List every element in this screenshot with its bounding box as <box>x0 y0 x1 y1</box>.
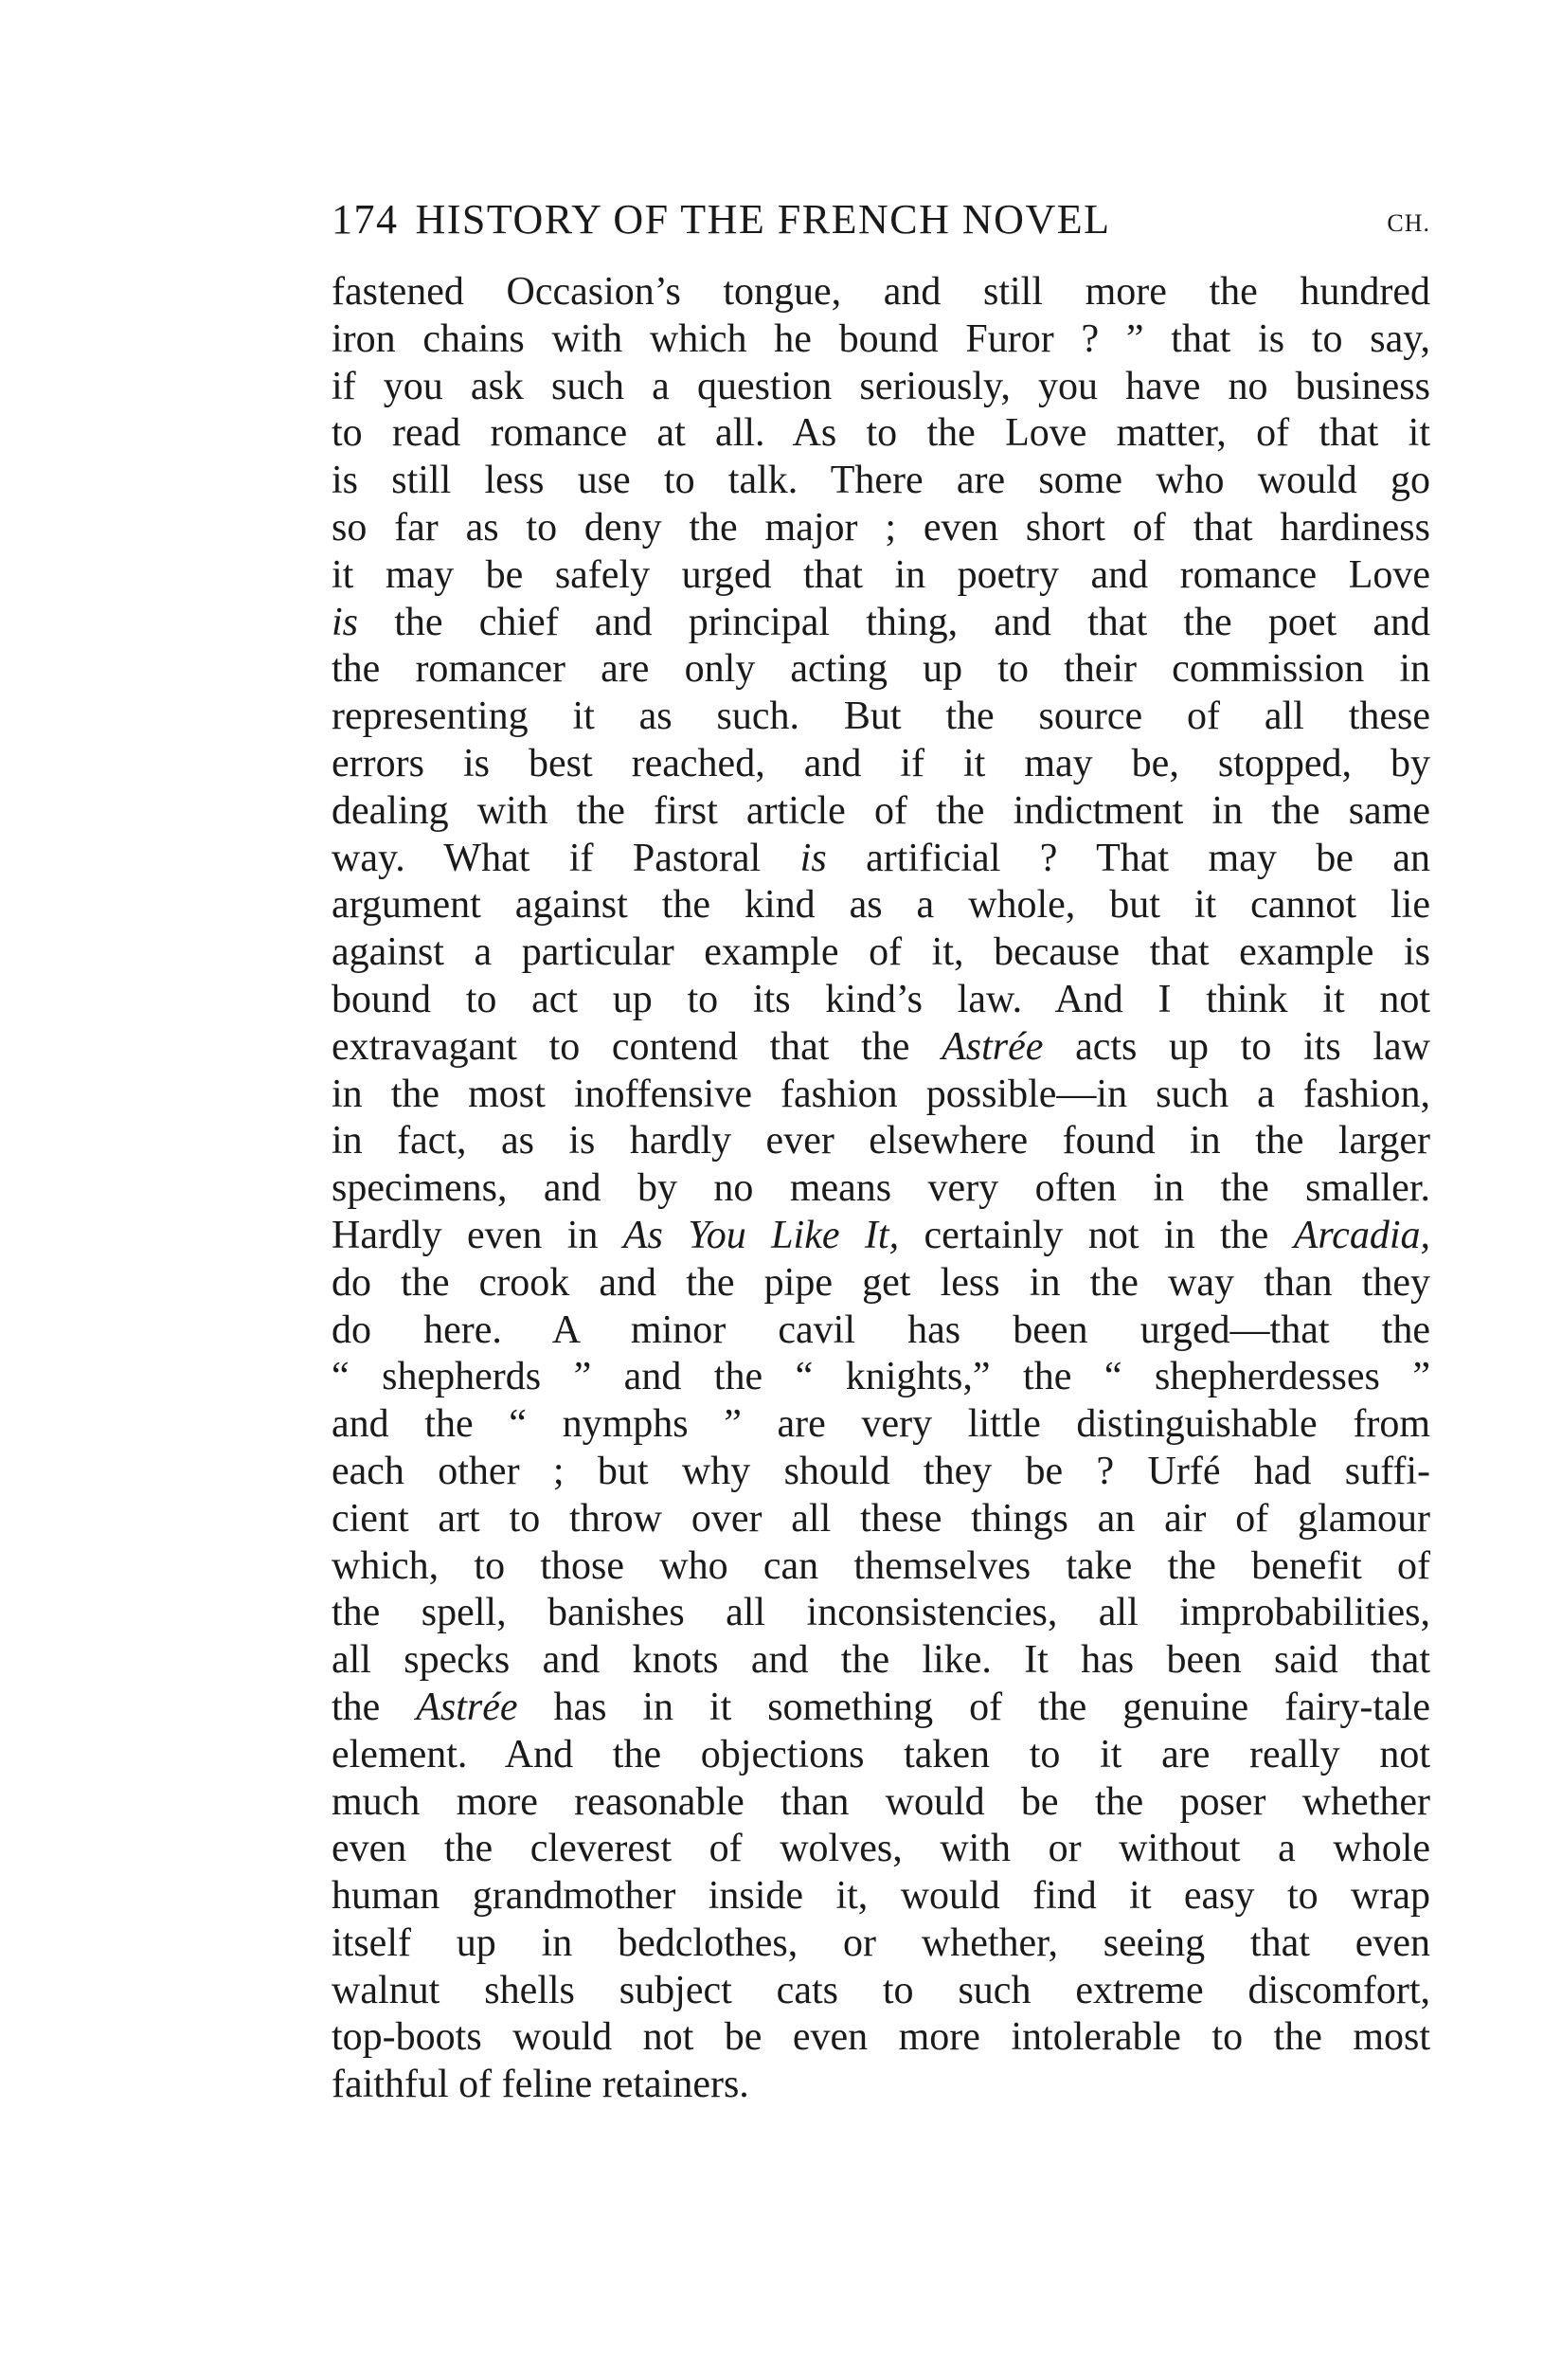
text-segment: and the “ nymphs ” are very little distinguishable from <box>332 1402 1430 1447</box>
text-line <box>332 1826 1430 1873</box>
text-segment: fastened Occasion’s tongue, and still more the hundred <box>332 270 1430 314</box>
text-line <box>332 2014 1430 2062</box>
text-line <box>332 788 1430 836</box>
text-segment: certainly not in the <box>899 1213 1294 1257</box>
text-line <box>332 505 1430 552</box>
text-line <box>332 269 1430 316</box>
text-line <box>332 1637 1430 1685</box>
text-segment: element. And the objections taken to it are really not <box>332 1732 1430 1776</box>
text-line <box>332 1118 1430 1165</box>
text-line <box>332 1590 1430 1637</box>
text-segment: itself up in bedclothes, or whether, seeing that even <box>332 1920 1430 1965</box>
running-title: HISTORY OF THE FRENCH NOVEL <box>415 196 1111 243</box>
text-line <box>332 882 1430 929</box>
text-line <box>332 410 1430 458</box>
page-number: 174 <box>332 196 399 243</box>
text-line <box>332 1873 1430 1920</box>
text-line <box>332 929 1430 977</box>
text-segment: argument against the kind as a whole, but it cannot lie <box>332 883 1430 928</box>
text-line <box>332 1024 1430 1072</box>
text-segment: which, to those who can themselves take the benefit of <box>332 1543 1430 1588</box>
text-segment: walnut shells subject cats to such extreme discomfort, <box>332 1968 1430 2012</box>
text-segment: even the cleverest of wolves, with or without a whole <box>332 1827 1430 1871</box>
text-segment: acts up to its law <box>1043 1024 1430 1069</box>
text-segment: the romancer are only acting up to their commission in <box>332 647 1430 692</box>
text-line <box>332 1072 1430 1119</box>
text-line <box>332 600 1430 647</box>
text-segment: specimens, and by no means very often in the smaller. <box>332 1166 1430 1211</box>
text-line <box>332 1213 1430 1260</box>
text-segment: the chief and principal thing, and that the poet and <box>358 600 1430 644</box>
text-segment: iron chains with which he bound Furor ? ” that is to say, <box>332 316 1430 361</box>
text-segment: do here. A minor cavil has been urged—that the <box>332 1307 1430 1352</box>
text-segment: if you ask such a question seriously, you have no business <box>332 364 1430 408</box>
text-segment: human grandmother inside it, would find it easy to wrap <box>332 1874 1430 1919</box>
text-segment: each other ; but why should they be ? Urfé had suffi- <box>332 1449 1430 1493</box>
italic-segment: is <box>332 600 359 644</box>
text-segment: cient art to throw over all these things an air of glamour <box>332 1496 1430 1541</box>
text-segment: all specks and knots and the like. It has been said that <box>332 1638 1430 1683</box>
text-segment: in the most inoffensive fashion possible—in such a fashion, <box>332 1072 1430 1116</box>
text-segment: the <box>332 1685 417 1729</box>
italic-segment: Astrée <box>942 1024 1044 1069</box>
text-segment: artificial ? That may be an <box>826 836 1431 880</box>
text-segment: representing it as such. But the source of all these <box>332 694 1430 739</box>
text-line <box>332 1449 1430 1496</box>
text-line <box>332 694 1430 741</box>
text-segment: “ shepherds ” and the “ knights,” the “ shepherdesses ” <box>332 1355 1430 1399</box>
text-line <box>332 316 1430 364</box>
body-text <box>332 269 1430 2109</box>
text-segment: faithful of feline retainers. <box>332 2063 749 2107</box>
text-line <box>332 2062 1430 2109</box>
italic-segment: Astrée <box>416 1685 518 1729</box>
text-line <box>332 1732 1430 1779</box>
italic-segment: As You Like It, <box>622 1213 900 1257</box>
text-segment: way. What if Pastoral <box>332 836 800 880</box>
text-line <box>332 836 1430 883</box>
text-line <box>332 552 1430 600</box>
text-line <box>332 1968 1430 2015</box>
text-line <box>332 741 1430 788</box>
text-segment: so far as to deny the major ; even short of that hardiness <box>332 505 1430 550</box>
text-segment: to read romance at all. As to the Love matter, of that it <box>332 411 1430 456</box>
text-segment: top-boots would not be even more intolerable to the most <box>332 2015 1430 2060</box>
text-line <box>332 1354 1430 1401</box>
italic-segment: Arcadia, <box>1293 1213 1430 1257</box>
text-line <box>332 1779 1430 1827</box>
text-line <box>332 364 1430 411</box>
text-line <box>332 1307 1430 1355</box>
chapter-mark: CH. <box>1387 209 1430 237</box>
running-head <box>332 191 1430 248</box>
text-line <box>332 646 1430 694</box>
text-line <box>332 1401 1430 1449</box>
text-line <box>332 1165 1430 1213</box>
text-line <box>332 1543 1430 1591</box>
text-segment: it may be safely urged that in poetry and romance Love <box>332 552 1430 597</box>
text-segment: errors is best reached, and if it may be, stopped, by <box>332 741 1430 785</box>
text-segment: do the crook and the pipe get less in the way than they <box>332 1260 1430 1305</box>
text-line <box>332 1260 1430 1307</box>
text-segment: in fact, as is hardly ever elsewhere found in the larger <box>332 1119 1430 1163</box>
text-line <box>332 977 1430 1024</box>
text-segment: the spell, banishes all inconsistencies, all improbabilities, <box>332 1591 1430 1635</box>
text-segment: dealing with the first article of the indictment in the same <box>332 788 1430 833</box>
text-segment: against a particular example of it, because that example is <box>332 930 1430 975</box>
text-segment: is still less use to talk. There are some who would go <box>332 459 1430 503</box>
text-segment: extravagant to contend that the <box>332 1024 942 1069</box>
italic-segment: is <box>799 836 827 880</box>
text-line <box>332 1685 1430 1732</box>
text-line <box>332 1920 1430 1968</box>
text-segment: Hardly even in <box>332 1213 623 1257</box>
text-segment: much more reasonable than would be the poser whether <box>332 1779 1430 1824</box>
text-segment: bound to act up to its kind’s law. And I think it not <box>332 977 1430 1021</box>
text-segment: has in it something of the genuine fairy-tale <box>517 1685 1430 1729</box>
text-line <box>332 1496 1430 1543</box>
text-line <box>332 458 1430 505</box>
